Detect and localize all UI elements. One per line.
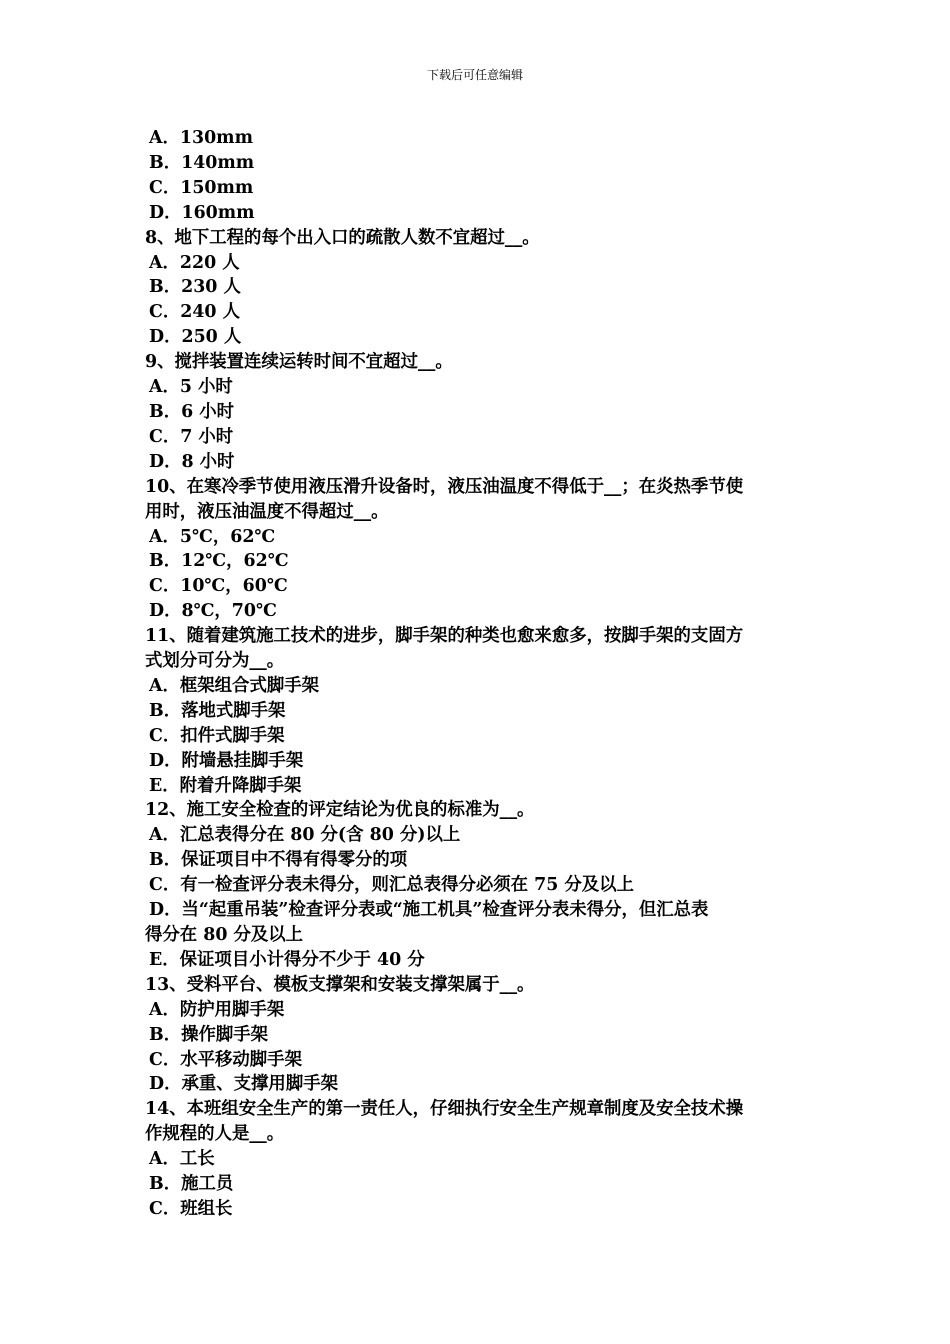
answer-option: C．10℃，60℃ (149, 576, 288, 597)
answer-option: A．防护用脚手架 (149, 999, 285, 1020)
answer-option: A．工长 (149, 1149, 215, 1170)
answer-option: B．落地式脚手架 (149, 700, 286, 721)
answer-option: C．班组长 (149, 1198, 233, 1219)
answer-option: B．140mm (149, 152, 255, 173)
answer-option: C．有一检查评分表未得分，则汇总表得分必须在 75 分及以上 (149, 875, 634, 896)
answer-option: B．施工员 (149, 1174, 234, 1195)
answer-option: A．220 人 (149, 252, 240, 273)
answer-option: A．5℃，62℃ (149, 526, 276, 547)
question-text: 8、地下工程的每个出入口的疏散人数不宜超过__。 (145, 227, 540, 248)
answer-option: B．12℃，62℃ (149, 551, 289, 572)
question-text: 12、施工安全检查的评定结论为优良的标准为__。 (145, 800, 535, 821)
answer-option: D．承重、支撑用脚手架 (149, 1074, 338, 1095)
answer-option: A．5 小时 (149, 377, 233, 398)
answer-option: C．扣件式脚手架 (149, 725, 285, 746)
answer-option: B．保证项目中不得有得零分的项 (149, 850, 408, 871)
answer-option: B．6 小时 (149, 401, 235, 422)
answer-option: C．水平移动脚手架 (149, 1049, 302, 1070)
answer-option: A．汇总表得分在 80 分(含 80 分)以上 (149, 825, 461, 846)
question-text: 13、受料平台、模板支撑架和安装支撑架属于__。 (145, 974, 535, 995)
answer-option: D．160mm (149, 202, 255, 223)
answer-option: A．130mm (149, 128, 253, 148)
question-text: 11、随着建筑施工技术的进步，脚手架的种类也愈来愈多，按脚手架的支固方 (145, 626, 744, 647)
answer-option: D．8℃，70℃ (149, 601, 277, 622)
answer-option: C．240 人 (149, 302, 240, 323)
answer-option: D．250 人 (149, 327, 242, 348)
answer-option: B．230 人 (149, 277, 241, 298)
answer-option: B．操作脚手架 (149, 1024, 269, 1045)
page-header: 下载后可任意编辑 (426, 68, 523, 82)
answer-option: E．附着升降脚手架 (149, 775, 302, 796)
answer-option: E．保证项目小计得分不少于 40 分 (149, 949, 425, 970)
answer-option: C．150mm (149, 177, 254, 198)
answer-option: D．附墙悬挂脚手架 (149, 750, 304, 771)
question-text: 用时，液压油温度不得超过__。 (145, 501, 389, 522)
question-text: 9、搅拌装置连续运转时间不宜超过__。 (145, 352, 453, 373)
question-text: 10、在寒冷季节使用液压滑升设备时，液压油温度不得低于__；在炎热季节使 (145, 476, 744, 497)
answer-option: D．8 小时 (149, 451, 235, 472)
question-text: 作规程的人是__。 (145, 1124, 285, 1145)
question-text: 14、本班组安全生产的第一责任人，仔细执行安全生产规章制度及安全技术操 (145, 1099, 744, 1120)
answer-option: D．当“起重吊装”检查评分表或“施工机具”检查评分表未得分，但汇总表 (149, 900, 709, 921)
question-text: 式划分可分为__。 (145, 651, 285, 672)
document-body (145, 126, 810, 1222)
question-text: 得分在 80 分及以上 (145, 925, 304, 945)
answer-option: A．框架组合式脚手架 (149, 675, 320, 696)
answer-option: C．7 小时 (149, 426, 234, 447)
